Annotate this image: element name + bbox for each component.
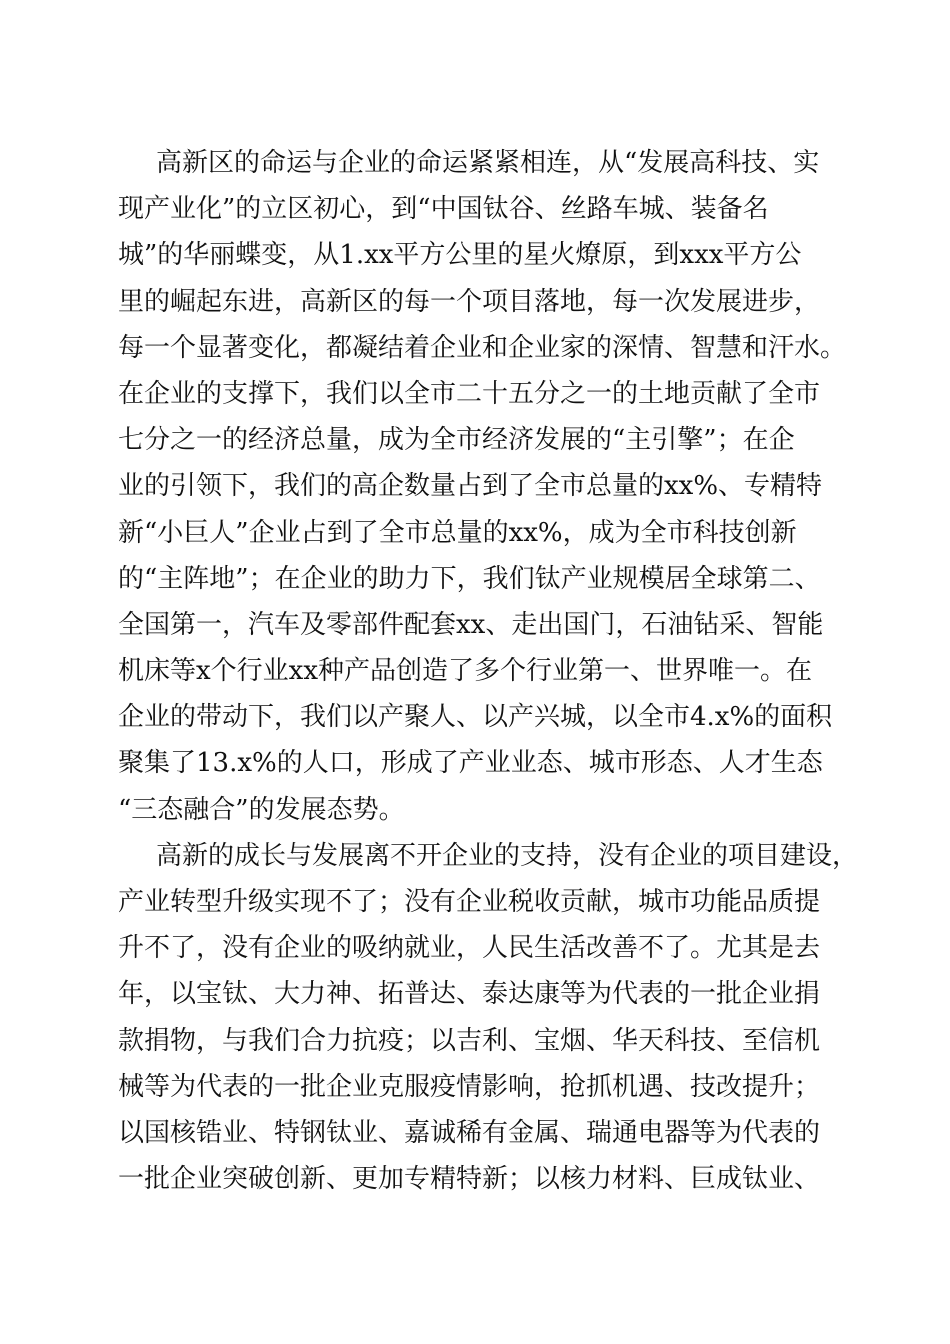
text-line: 产业转型升级实现不了；没有企业税收贡献，城市功能品质提 [118,887,821,917]
text-line: 高新的成长与发展离不开企业的支持，没有企业的项目建设， [156,840,859,871]
text-line: 机床等x个行业xx种产品创造了多个行业第一、世界唯一。在 [118,656,812,687]
text-line: 里的崛起东进，高新区的每一个项目落地，每一次发展进步， [118,286,821,317]
text-line: 全国第一，汽车及零部件配套xx、走出国门，石油钻采、智能 [118,609,824,640]
paragraph-1 [118,140,847,833]
text-line: 一批企业突破创新、更加专精特新；以核力材料、巨成钛业、 [118,1164,821,1195]
text-line: 城”的华丽蝶变，从1.xx平方公里的星火燎原，到xxx平方公 [118,240,802,271]
text-line: “三态融合”的发展态势。 [118,794,405,825]
text-line: 新“小巨人”企业占到了全市总量的xx%，成为全市科技创新 [118,517,797,548]
text-line: 现产业化”的立区初心，到“中国钛谷、丝路车城、装备名 [118,194,769,225]
text-line: 款捐物，与我们合力抗疫；以吉利、宝烟、华天科技、至信机 [118,1025,821,1056]
text-line: 七分之一的经济总量，成为全市经济发展的“主引擎”；在企 [118,425,795,456]
document-body [118,140,859,1202]
text-line: 业的引领下，我们的高企数量占到了全市总量的xx%、专精特 [118,471,823,502]
text-line: 聚集了13.x%的人口，形成了产业业态、城市形态、人才生态 [118,748,823,779]
text-line: 的“主阵地”；在企业的助力下，我们钛产业规模居全球第二、 [118,563,821,594]
text-line: 升不了，没有企业的吸纳就业，人民生活改善不了。尤其是去 [118,933,821,964]
text-line: 以国核锆业、特钢钛业、嘉诚稀有金属、瑞通电器等为代表的 [118,1117,821,1148]
text-line: 高新区的命运与企业的命运紧紧相连，从“发展高科技、实 [156,148,820,178]
text-line: 械等为代表的一批企业克服疫情影响，抢抓机遇、技改提升； [118,1071,821,1102]
text-line: 年，以宝钛、大力神、拓普达、泰达康等为代表的一批企业捐 [118,979,821,1010]
text-line: 在企业的支撑下，我们以全市二十五分之一的土地贡献了全市 [118,378,821,409]
text-line: 每一个显著变化，都凝结着企业和企业家的深情、智慧和汗水。 [118,332,847,363]
text-line: 企业的带动下，我们以产聚人、以产兴城，以全市4.x%的面积 [118,702,833,733]
paragraph-2 [118,833,859,1203]
